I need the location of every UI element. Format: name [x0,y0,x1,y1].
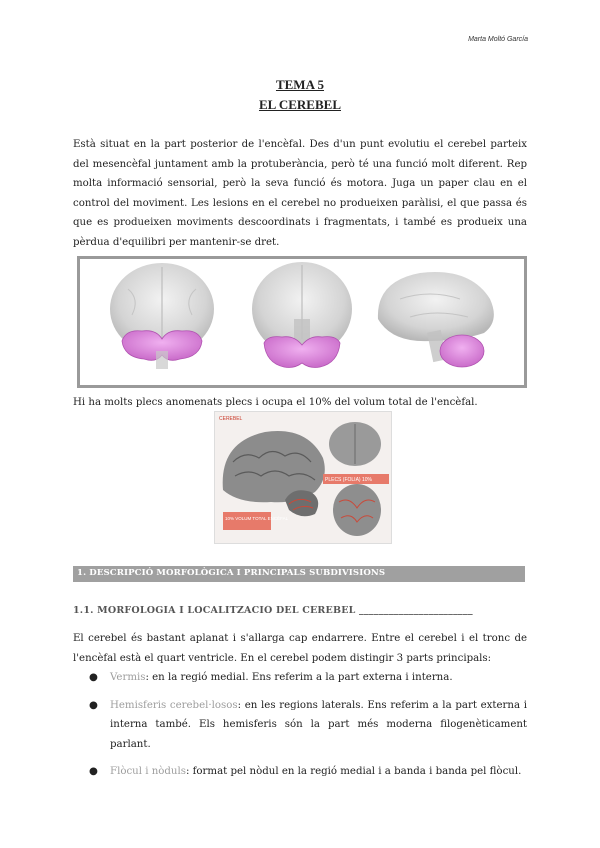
brain-posterior-view [110,263,214,369]
part-description: : en la regió medial. Ens referim a la part externa i interna. [145,672,453,683]
cerebellum-folds-figure [214,411,392,544]
bullet-icon: ● [89,672,98,683]
cerebellum-folds-illustration [215,412,391,543]
bullet-icon: ● [89,699,98,711]
part-term: Hemisferis cerebel·losos [110,699,238,711]
header-author: Marta Moltó García [468,36,528,43]
part-description: : en les regions laterals. Ens referim a la part externa i interna també. Els hemisferis són la part més moderna filogenèticament parlant. [110,699,527,750]
folds-sentence: Hi ha molts plecs anomenats plecs i ocupa el 10% del volum total de l'encèfal. [73,397,478,408]
parts-list [73,668,527,782]
list-item [73,762,527,782]
subsection-heading: 1.1. MORFOLOGIA I LOCALITZACIÓ DEL CEREBEL _______________________ [73,605,473,616]
cerebellum-views-figure [77,256,527,388]
figure2-volume-label: 10% VOLUM TOTAL ENCÈFAL [225,516,289,521]
page-title: TEMA 5 [275,77,325,92]
intro-paragraph: Està situat en la part posterior de l'encèfal. Des d'un punt evolutiu el cerebel parteix del mesencèfal juntament amb la protuberància, però té una funció molt diferent. Rep molta informació sensorial, però la seva funció és motora. Juga un paper clau en el control del moviment. Les lesions en el cerebel no produeixen paràlisi, el que passa és que es produeixen moviments descoordinats i fragmentats, i també es produeix una pèrdua d'equilibri per mantenir-se dret. [73,139,527,248]
section-heading-bar [73,566,525,582]
figure2-corner-label: CEREBEL [219,416,243,422]
list-item [73,696,527,755]
part-description: : format pel nòdul en la regió medial i a banda i banda pel flòcul. [185,766,522,777]
brain-inferior-view [252,262,352,368]
list-item [73,668,527,688]
brain-lateral-view [378,272,494,367]
part-term: Vermis [110,672,146,683]
page-subtitle: EL CEREBEL [258,97,341,112]
figure2-folia-label: PLECS (FOLIA) 10% [325,477,372,483]
bullet-icon: ● [89,766,98,777]
section-heading: 1. DESCRIPCIÓ MORFOLÒGICA I PRINCIPALS SUBDIVISIONS [77,568,386,578]
part-term: Flòcul i nòduls [110,766,186,777]
body-paragraph: El cerebel és bastant aplanat i s'allarga cap endarrere. Entre el cerebel i el tronc de l'encèfal està el quart ventricle. En el cerebel podem distingir 3 parts principals: [73,633,527,664]
cerebellum-views-illustration [80,259,524,385]
